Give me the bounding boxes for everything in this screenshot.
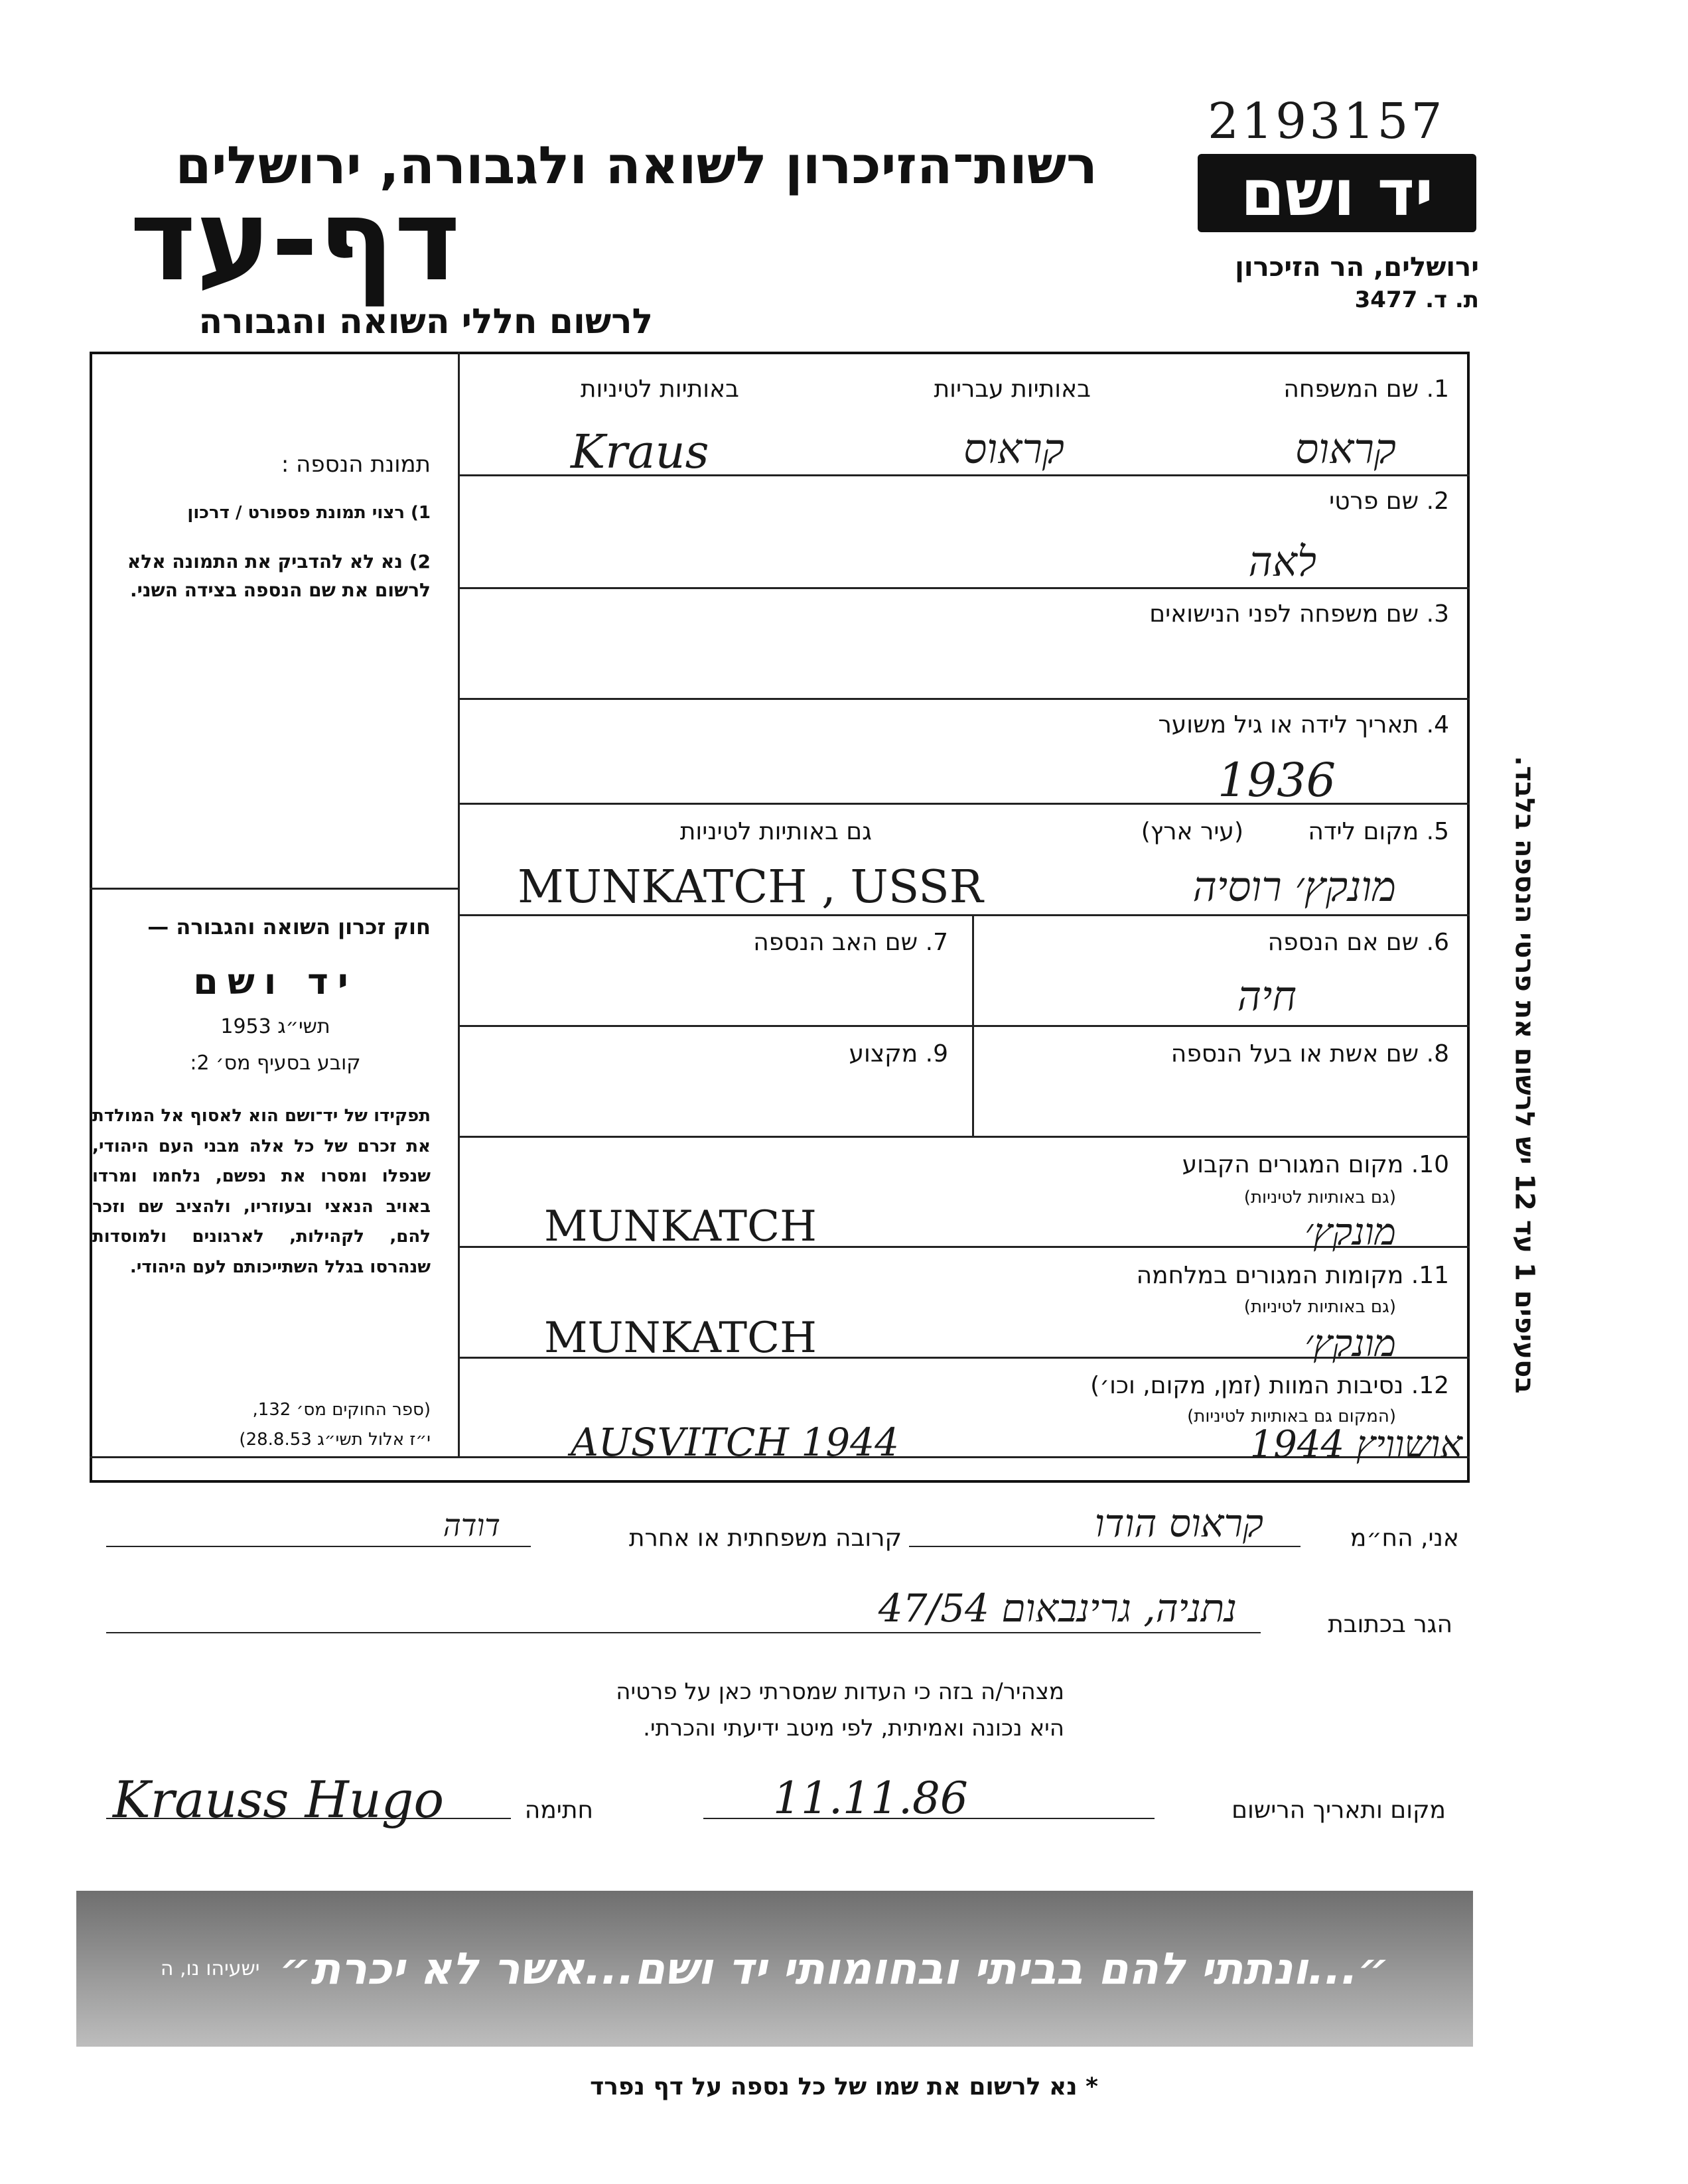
field-4-label	[1158, 711, 1449, 738]
signature-label: חתימה	[524, 1797, 593, 1824]
declarant-relation[interactable]: דודה	[443, 1507, 500, 1543]
relation-label: קרובה משפחתית או אחרת	[628, 1525, 902, 1552]
name-underline	[909, 1546, 1301, 1547]
field-9-text: מקצוע	[849, 1040, 918, 1067]
declarant-prefix: אני, הח״מ	[1350, 1525, 1459, 1552]
field-5-num: 5.	[1426, 818, 1449, 845]
field-9-label	[849, 1040, 948, 1067]
field-11-label	[1137, 1262, 1449, 1289]
declarant-name[interactable]: קראוס הודו	[1094, 1501, 1263, 1546]
field-4-value[interactable]: 1936	[1218, 753, 1336, 807]
law-ref-1: (ספר החוקים מס׳ 132,	[252, 1400, 431, 1420]
field-1-hebrew-col: באותיות עבריות	[934, 375, 1091, 403]
registration-date[interactable]: 11.11.86	[773, 1773, 968, 1824]
field-7-label	[753, 929, 948, 956]
field-12-value-hebrew[interactable]: אושוויץ 1944	[1249, 1423, 1462, 1466]
footer-note: * נא לרשום את שמו של כל נספה על דף נפרד	[590, 2073, 1098, 2100]
field-3-label	[1149, 600, 1449, 628]
declaration-line-1: מצהיר/ה בזה כי העדות שמסרתי כאן על פרטיה	[616, 1678, 1064, 1705]
signature[interactable]: Krauss Hugo	[113, 1770, 445, 1829]
field-1-num: 1.	[1426, 375, 1449, 403]
authority-title: רשות־הזיכרון לשואה ולגבורה, ירושלים	[175, 136, 1097, 196]
field-6-text: שם אם הנספה	[1267, 929, 1419, 956]
row-line	[458, 587, 1470, 589]
field-8-label	[1171, 1040, 1449, 1067]
form-subtitle: לרשום חללי השואה והגבורה	[198, 302, 653, 342]
left-box-divider	[90, 888, 460, 890]
row-line	[458, 698, 1470, 700]
banner-source: ישעיהו נו, ה	[160, 1957, 260, 1980]
field-10-text: מקום המגורים הקבוע	[1182, 1151, 1404, 1178]
law-line-1: חוק זכרון השואה והגבורה —	[147, 914, 431, 939]
field-11-text: מקומות המגורים במלחמה	[1136, 1262, 1404, 1289]
row-line	[458, 1136, 1470, 1138]
field-11-sub: (גם באותיות לטיניות)	[1243, 1297, 1396, 1317]
field-5-value-hebrew[interactable]: מונקץ׳ רוסיה	[1192, 862, 1396, 911]
field-4-num: 4.	[1426, 711, 1449, 738]
field-10-value-hebrew[interactable]: מונקץ׳	[1304, 1211, 1396, 1254]
quote-banner	[76, 1891, 1473, 2047]
field-12-sub: (המקום גם באותיות לטיניות)	[1187, 1406, 1396, 1426]
law-line-2: יד ושם	[193, 961, 358, 1002]
field-1-latin-col: באותיות לטיניות	[580, 375, 739, 403]
field-4-text: תאריך לידה או גיל משוער	[1158, 711, 1419, 738]
logo-text: יד ושם	[1240, 156, 1434, 230]
field-2-label	[1329, 488, 1449, 515]
field-10-label	[1182, 1151, 1449, 1178]
address-line: ירושלים, הר הזיכרון	[1235, 252, 1479, 283]
field-7-text: שם האב הנספה	[753, 929, 918, 956]
field-1-value-family[interactable]: קראוס	[1295, 425, 1396, 473]
field-11-value-latin[interactable]: MUNKATCH	[544, 1314, 817, 1363]
declarant-address[interactable]: נתניה, גרינבאום 47/54	[878, 1586, 1237, 1631]
law-ref-2: י״ז אלול תשי״ג 28.8.53)	[239, 1430, 431, 1450]
photo-box-title: תמונת הנספה :	[281, 451, 431, 478]
field-10-sub: (גם באותיות לטיניות)	[1243, 1188, 1396, 1207]
field-12-value-latin[interactable]: AUSVITCH 1944	[571, 1420, 899, 1465]
field-2-num: 2.	[1426, 488, 1449, 515]
field-8-num: 8.	[1426, 1040, 1449, 1067]
field-5-sub: (עיר ארץ)	[1141, 818, 1243, 845]
address-underline	[106, 1632, 1261, 1633]
photo-box-item-2: 2) נא לא להדביק את התמונה אלא לרשום את שם הנספה בצידה השני.	[127, 551, 431, 602]
field-2-value[interactable]: לאה	[1248, 537, 1316, 586]
law-body: תפקידו של יד־ושם הוא לאסוף אל המולדת את זכרם של כל אלה מבני העם היהודי, שנפלו ומסרו את נפשם, נלחמו ומרדו באויב הנאצי ובעוזריו, ולהציב שם וזכר להם, לקהילות, לארגונים ולמוסדות שנהרסו בגלל השתייכותם לעם היהודי.	[92, 1106, 431, 1277]
field-12-num: 12.	[1411, 1372, 1449, 1399]
address-label: הגר בכתובת	[1328, 1611, 1452, 1638]
field-5-value-latin[interactable]: MUNKATCH , USSR	[518, 861, 983, 914]
field-6-label	[1268, 929, 1449, 956]
row-line	[458, 1025, 1470, 1027]
field-3-num: 3.	[1426, 600, 1449, 628]
field-10-value-latin[interactable]: MUNKATCH	[544, 1202, 817, 1251]
field-1-value-latin[interactable]: Kraus	[571, 425, 709, 479]
field-1-text: שם המשפחה	[1283, 375, 1419, 403]
form-title: דף-עד	[129, 175, 460, 307]
relation-underline	[106, 1546, 531, 1547]
split-divider	[972, 914, 974, 1136]
field-10-num: 10.	[1411, 1151, 1449, 1178]
field-11-value-hebrew[interactable]: מונקץ׳	[1304, 1322, 1396, 1365]
field-5-label	[1308, 818, 1449, 845]
photo-box-item-1: 1) רצוי תמונת פספורט / דרכון	[187, 503, 431, 523]
law-line-4: קובע בסעיף מס׳ 2:	[190, 1052, 361, 1075]
field-5-text: מקום לידה	[1308, 818, 1419, 845]
place-date-label: מקום ותאריך הרישום	[1231, 1797, 1446, 1824]
side-note-text: בסעיפים 1 עד 12 יש לרשום את פרטי הנספה בלבד.	[1510, 756, 1541, 1394]
field-2-text: שם פרטי	[1329, 488, 1419, 515]
field-5-latin-col: גם באותיות לטיניות	[679, 818, 872, 845]
field-3-text: שם משפחה לפני הנישואים	[1149, 600, 1419, 628]
law-line-3: תשי״ג 1953	[220, 1015, 330, 1038]
field-7-num: 7.	[925, 929, 948, 956]
field-8-text: שם אשת או בעל הנספה	[1170, 1040, 1419, 1067]
field-6-num: 6.	[1426, 929, 1449, 956]
banner-quote: ״...ונתתי להם בביתי ובחומותי יד ושם...אשר לא יכרת״	[279, 1943, 1389, 1994]
field-12-text: נסיבות המוות (זמן, מקום, וכו׳)	[1090, 1372, 1404, 1399]
declaration-line-2: היא נכונה ואמיתית, לפי מיטב ידיעתי והכרתי.	[643, 1715, 1064, 1741]
yad-vashem-logo	[1198, 154, 1476, 232]
po-box: ת. ד. 3477	[1354, 287, 1479, 313]
field-11-num: 11.	[1411, 1262, 1449, 1289]
column-divider	[458, 352, 460, 1456]
field-1-value-hebrew[interactable]: קראוס	[963, 425, 1064, 473]
field-12-label	[1090, 1372, 1449, 1399]
field-9-num: 9.	[925, 1040, 948, 1067]
side-note	[1505, 743, 1545, 1406]
row-line	[458, 914, 1470, 916]
field-6-value[interactable]: חיה	[1237, 972, 1297, 1020]
record-number: 2193157	[1208, 93, 1445, 150]
field-1-label	[1283, 375, 1449, 403]
